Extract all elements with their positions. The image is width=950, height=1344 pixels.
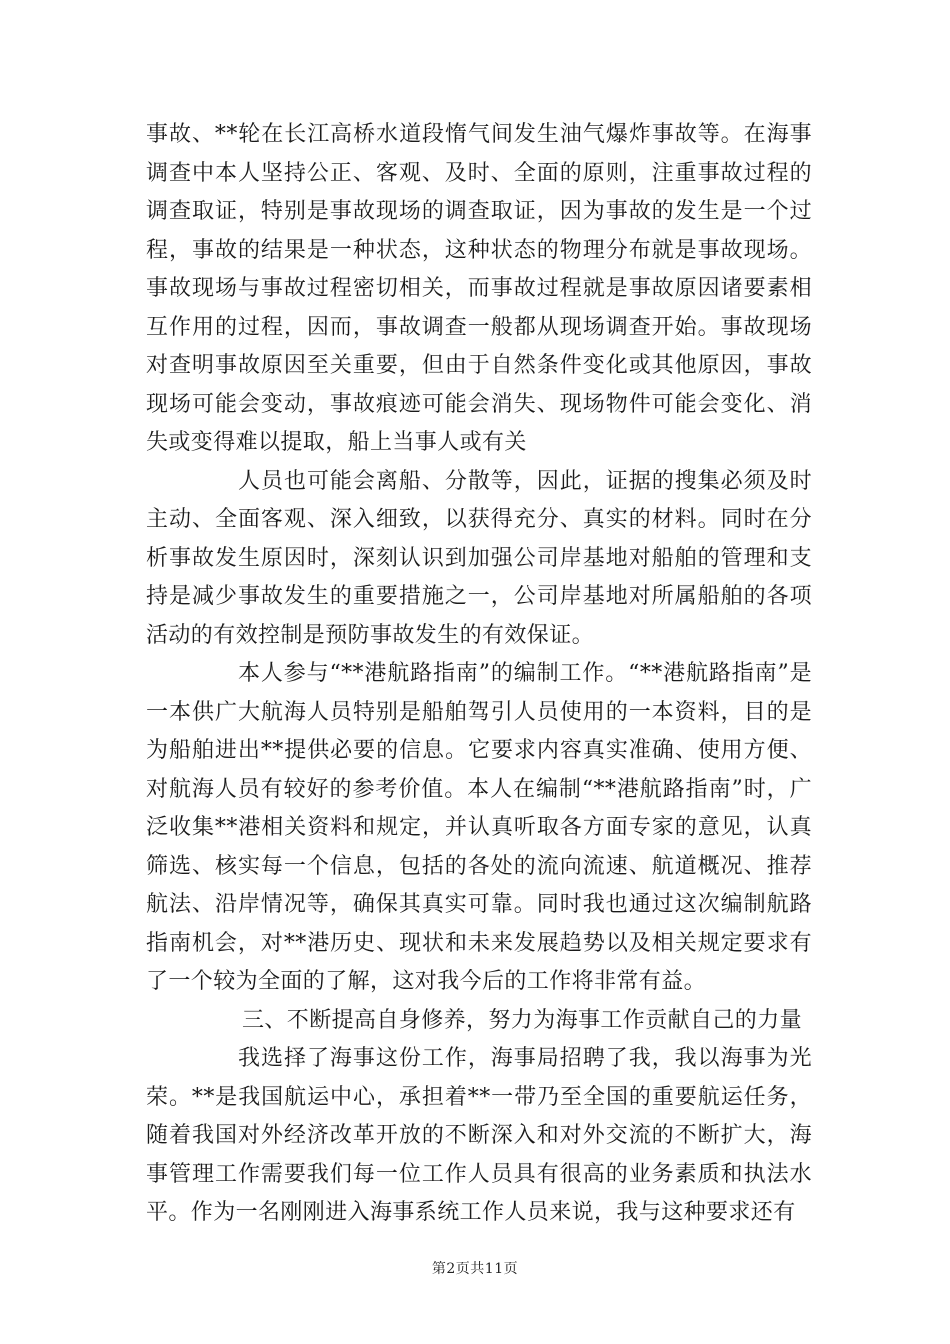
document-body [146, 116, 812, 1233]
page-number-footer: 第2页共11页 [431, 1261, 519, 1277]
paragraph-accident-investigation: 事故、**轮在长江高桥水道段惰气间发生油气爆炸事故等。在海事调查中本人坚持公正、客观、及时、全面的原则，注重事故过程的调查取证，特别是事故现场的调查取证，因为事故的发生是一个过程，事故的结果是一种状态，这种状态的物理分布就是事故现场。事故现场与事故过程密切相关，而事故过程就是事故原因诸要素相互作用的过程，因而，事故调查一般都从现场调查开始。事故现场对查明事故原因至关重要，但由于自然条件变化或其他原因，事故现场可能会变动，事故痕迹可能会消失、现场物件可能会变化、消失或变得难以提取，船上当事人或有关 [146, 122, 812, 455]
paragraph-evidence-collection: 人员也可能会离船、分散等，因此，证据的搜集必须及时主动、全面客观、深入细致，以获得充分、真实的材料。同时在分析事故发生原因时，深刻认识到加强公司岸基地对船舶的管理和支持是减少事故发生的重要措施之一，公司岸基地对所属船舶的各项活动的有效控制是预防事故发生的有效保证。 [146, 468, 812, 648]
section-heading-three: 三、不断提高自身修养，努力为海事工作贡献自己的力量 [242, 1007, 803, 1033]
paragraph-port-guide: 本人参与“**港航路指南”的编制工作。“**港航路指南”是一本供广大航海人员特别是船舶驾引人员使用的一本资料，目的是为船舶进出**提供必要的信息。它要求内容真实准确、使用方便、对航海人员有较好的参考价值。本人在编制“**港航路指南”时，广泛收集**港相关资料和规定，并认真听取各方面专家的意见，认真筛选、核实每一个信息，包括的各处的流向流速、航道概况、推荐航法、沿岸情况等，确保其真实可靠。同时我也通过这次编制航路指南机会，对**港历史、现状和未来发展趋势以及相关规定要求有了一个较为全面的了解，这对我今后的工作将非常有益。 [146, 661, 812, 994]
paragraph-self-improvement: 我选择了海事这份工作，海事局招聘了我，我以海事为光荣。**是我国航运中心，承担着**一带乃至全国的重要航运任务，随着我国对外经济改革开放的不断深入和对外交流的不断扩大，海事管理工作需要我们每一位工作人员具有很高的业务素质和执法水平。作为一名刚刚进入海事系统工作人员来说，我与这种要求还有 [146, 1046, 812, 1225]
